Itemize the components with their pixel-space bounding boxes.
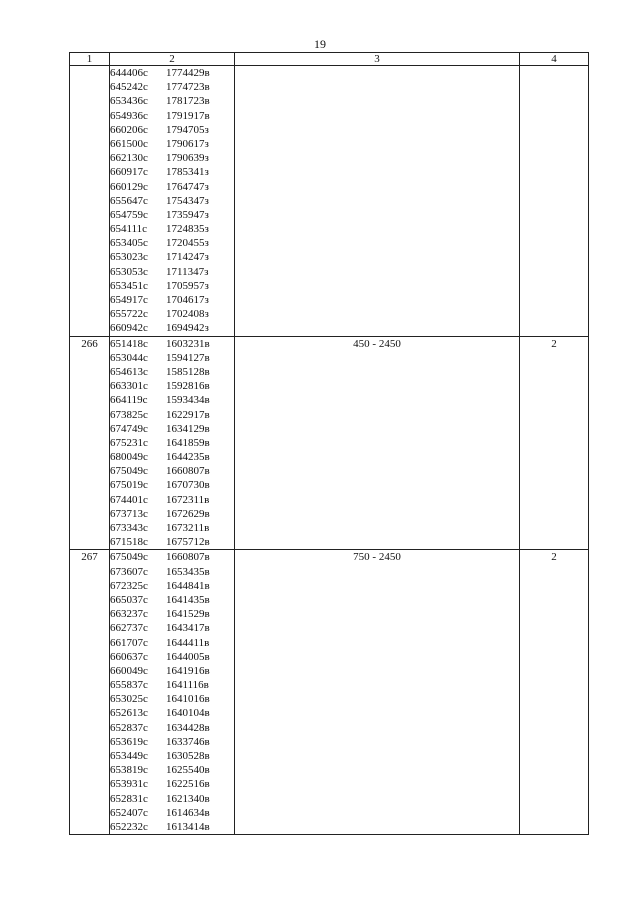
table-body	[70, 66, 589, 835]
longitude-value: 1603231в	[166, 337, 210, 350]
latitude-value: 653931с	[110, 778, 148, 791]
table-row	[70, 66, 589, 337]
coordinate-pair	[110, 250, 234, 264]
latitude-value: 665037с	[110, 593, 148, 606]
coordinate-pair	[110, 664, 234, 678]
longitude-value: 1660807в	[166, 465, 210, 478]
longitude-value: 1634129в	[166, 422, 210, 435]
column-header-4: 4	[520, 53, 589, 66]
latitude-value: 660637с	[110, 650, 148, 663]
coordinate-pair	[110, 109, 234, 123]
coordinate-pair	[110, 650, 234, 664]
coordinate-pair	[110, 692, 234, 706]
longitude-value: 1660807в	[166, 551, 210, 564]
coordinate-pair	[110, 607, 234, 621]
coordinate-pair	[110, 194, 234, 208]
longitude-value: 1641016в	[166, 693, 210, 706]
latitude-value: 661500с	[110, 137, 148, 150]
latitude-value: 653023с	[110, 251, 148, 264]
depth-range	[235, 66, 520, 337]
latitude-value: 675231с	[110, 436, 148, 449]
row-number: 266	[70, 336, 110, 550]
longitude-value: 1790617з	[166, 137, 209, 150]
longitude-value: 1613414в	[166, 820, 210, 833]
latitude-value: 660129с	[110, 180, 148, 193]
latitude-value: 652837с	[110, 721, 148, 734]
coordinate-pair	[110, 621, 234, 635]
latitude-value: 680049с	[110, 451, 148, 464]
coordinate-pair	[110, 636, 234, 650]
longitude-value: 1785341з	[166, 166, 209, 179]
coordinate-pair	[110, 393, 234, 407]
longitude-value: 1764747з	[166, 180, 209, 193]
longitude-value: 1630528в	[166, 750, 210, 762]
longitude-value: 1675712в	[166, 536, 210, 549]
coordinate-pair	[110, 165, 234, 179]
longitude-value: 1754347з	[166, 194, 209, 207]
latitude-value: 675049с	[110, 465, 148, 478]
coordinates-cell	[110, 550, 235, 835]
longitude-value: 1643417в	[166, 622, 210, 635]
coordinate-pair	[110, 806, 234, 820]
column-header-1: 1	[70, 53, 110, 66]
coordinate-pair	[110, 180, 234, 194]
count-value: 2	[520, 550, 589, 835]
longitude-value: 1622917в	[166, 408, 210, 421]
coordinate-pair	[110, 80, 234, 94]
longitude-value: 1593434в	[166, 394, 210, 407]
depth-range: 450 - 2450	[235, 336, 520, 550]
latitude-value: 654111с	[110, 223, 148, 236]
longitude-value: 1644235в	[166, 451, 210, 464]
page-number: 19	[314, 37, 326, 51]
coordinate-pair	[110, 351, 234, 365]
longitude-value: 1705957з	[166, 279, 209, 292]
coordinate-pair	[110, 521, 234, 535]
longitude-value: 1644841в	[166, 579, 210, 592]
longitude-value: 1640104в	[166, 707, 210, 720]
coordinate-pair	[110, 379, 234, 393]
coordinate-pair	[110, 493, 234, 507]
column-header-3: 3	[235, 53, 520, 66]
latitude-value: 655837с	[110, 679, 148, 692]
longitude-value: 1670730в	[166, 479, 210, 492]
longitude-value: 1794705з	[166, 123, 209, 136]
coordinate-pair	[110, 792, 234, 806]
latitude-value: 653449с	[110, 750, 148, 762]
coordinate-pair	[110, 293, 234, 307]
coordinate-pair	[110, 777, 234, 791]
longitude-value: 1673211в	[166, 522, 210, 534]
latitude-value: 660049с	[110, 664, 148, 677]
latitude-value: 651418с	[110, 337, 148, 350]
latitude-value: 655647с	[110, 194, 148, 207]
longitude-value: 1634428в	[166, 721, 210, 734]
latitude-value: 653025с	[110, 693, 148, 706]
latitude-value: 644406с	[110, 67, 148, 79]
longitude-value: 1633746в	[166, 735, 210, 748]
latitude-value: 660206с	[110, 123, 148, 136]
longitude-value: 1585128в	[166, 365, 210, 378]
longitude-value: 1641116в	[166, 679, 209, 692]
latitude-value: 653619с	[110, 735, 148, 748]
latitude-value: 654936с	[110, 109, 148, 122]
coordinate-pair	[110, 265, 234, 279]
longitude-value: 1714247з	[166, 251, 209, 264]
coordinate-pair	[110, 337, 234, 351]
coordinate-pair	[110, 66, 234, 80]
coordinate-pair	[110, 222, 234, 236]
coordinate-pair	[110, 279, 234, 293]
longitude-value: 1594127в	[166, 351, 210, 364]
longitude-value: 1704617з	[166, 294, 209, 306]
coordinate-pair	[110, 436, 234, 450]
latitude-value: 654613с	[110, 365, 148, 378]
column-header-2: 2	[110, 53, 235, 66]
longitude-value: 1641916в	[166, 664, 210, 677]
latitude-value: 660917с	[110, 166, 148, 179]
coordinate-pair	[110, 535, 234, 549]
latitude-value: 664119с	[110, 394, 148, 407]
latitude-value: 662130с	[110, 152, 148, 165]
coordinate-pair	[110, 478, 234, 492]
longitude-value: 1641529в	[166, 608, 210, 621]
coordinate-pair	[110, 593, 234, 607]
count-value: 2	[520, 336, 589, 550]
latitude-value: 672325с	[110, 579, 148, 592]
coordinate-pair	[110, 208, 234, 222]
longitude-value: 1774723в	[166, 81, 210, 94]
coordinates-cell	[110, 336, 235, 550]
table-row	[70, 336, 589, 550]
latitude-value: 674401с	[110, 493, 148, 506]
latitude-value: 652232с	[110, 820, 148, 833]
latitude-value: 645242с	[110, 81, 148, 94]
latitude-value: 663237с	[110, 608, 148, 621]
coordinate-pair	[110, 507, 234, 521]
latitude-value: 652407с	[110, 806, 148, 819]
latitude-value: 654759с	[110, 208, 148, 221]
longitude-value: 1644411в	[166, 636, 210, 649]
longitude-value: 1641435в	[166, 593, 210, 606]
longitude-value: 1790639з	[166, 152, 209, 165]
coordinate-pair	[110, 721, 234, 735]
depth-range: 750 - 2450	[235, 550, 520, 835]
longitude-value: 1724835з	[166, 223, 209, 236]
longitude-value: 1653435в	[166, 565, 210, 578]
longitude-value: 1735947з	[166, 208, 209, 221]
coordinate-pair	[110, 307, 234, 321]
latitude-value: 673825с	[110, 408, 148, 421]
coordinate-pair	[110, 137, 234, 151]
latitude-value: 653405с	[110, 237, 148, 250]
longitude-value: 1791917в	[166, 109, 210, 122]
coordinate-pair	[110, 820, 234, 834]
coordinate-pair	[110, 450, 234, 464]
latitude-value: 661707с	[110, 636, 148, 649]
longitude-value: 1622516в	[166, 778, 210, 791]
longitude-value: 1702408з	[166, 308, 209, 321]
coordinate-pair	[110, 151, 234, 165]
latitude-value: 653819с	[110, 764, 148, 777]
longitude-value: 1625540в	[166, 764, 210, 777]
coordinate-pair	[110, 579, 234, 593]
coordinate-pair	[110, 565, 234, 579]
longitude-value: 1644005в	[166, 650, 210, 663]
coordinate-pair	[110, 422, 234, 436]
coordinate-pair	[110, 321, 234, 335]
count-value	[520, 66, 589, 337]
latitude-value: 663301с	[110, 380, 148, 393]
longitude-value: 1592816в	[166, 380, 210, 393]
latitude-value: 675019с	[110, 479, 148, 492]
coordinate-pair	[110, 123, 234, 137]
coordinate-pair	[110, 236, 234, 250]
row-number	[70, 66, 110, 337]
latitude-value: 675049с	[110, 551, 148, 564]
coordinates-table	[69, 52, 589, 835]
coordinate-pair	[110, 94, 234, 108]
latitude-value: 673713с	[110, 507, 148, 520]
coordinates-cell	[110, 66, 235, 337]
longitude-value: 1672629в	[166, 507, 210, 520]
latitude-value: 653436с	[110, 95, 148, 108]
longitude-value: 1614634в	[166, 806, 210, 819]
coordinate-pair	[110, 706, 234, 720]
latitude-value: 652613с	[110, 707, 148, 720]
latitude-value: 674749с	[110, 422, 148, 435]
coordinate-pair	[110, 678, 234, 692]
coordinate-pair	[110, 763, 234, 777]
coordinate-pair	[110, 550, 234, 564]
latitude-value: 662737с	[110, 622, 148, 635]
table-header-row	[70, 53, 589, 66]
longitude-value: 1621340в	[166, 792, 210, 805]
coordinate-pair	[110, 464, 234, 478]
row-number: 267	[70, 550, 110, 835]
longitude-value: 1781723в	[166, 95, 210, 108]
table-row	[70, 550, 589, 835]
longitude-value: 1720455з	[166, 237, 209, 250]
latitude-value: 655722с	[110, 308, 148, 321]
latitude-value: 652831с	[110, 792, 148, 805]
coordinate-pair	[110, 735, 234, 749]
latitude-value: 653053с	[110, 265, 148, 278]
longitude-value: 1641859в	[166, 436, 210, 449]
longitude-value: 1672311в	[166, 493, 210, 506]
latitude-value: 673607с	[110, 565, 148, 578]
longitude-value: 1774429в	[166, 67, 210, 79]
coordinate-pair	[110, 408, 234, 422]
latitude-value: 654917с	[110, 294, 148, 306]
longitude-value: 1694942з	[166, 322, 209, 335]
coordinate-pair	[110, 365, 234, 379]
latitude-value: 653044с	[110, 351, 148, 364]
coordinate-pair	[110, 749, 234, 763]
latitude-value: 673343с	[110, 522, 148, 534]
latitude-value: 653451с	[110, 279, 148, 292]
longitude-value: 1711347з	[166, 265, 209, 278]
latitude-value: 660942с	[110, 322, 148, 335]
latitude-value: 671518с	[110, 536, 148, 549]
